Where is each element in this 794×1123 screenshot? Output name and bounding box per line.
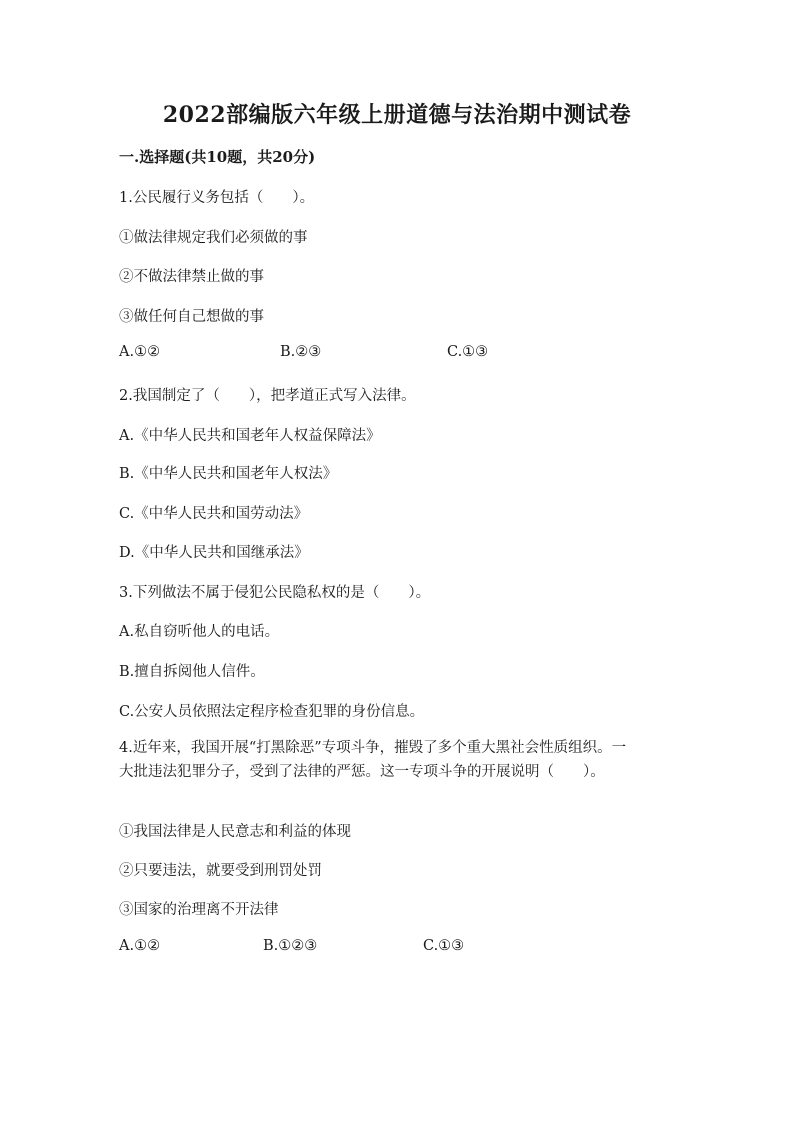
question-4-statement-2: ②只要违法，就要受到刑罚处罚	[119, 863, 322, 879]
question-1-option-c: C.①③	[447, 344, 489, 360]
question-1-statement-2: ②不做法律禁止做的事	[119, 269, 264, 285]
question-4-statement-3: ③国家的治理离不开法律	[119, 902, 279, 918]
section-heading: 一.选择题(共10题，共20分)	[119, 148, 316, 166]
exam-title: 2022部编版六年级上册道德与法治期中测试卷	[162, 102, 632, 128]
question-1-option-a: A.①②	[119, 344, 161, 360]
question-2-stem: 2.我国制定了（ ），把孝道正式写入法律。	[119, 388, 416, 404]
question-4-statement-1: ①我国法律是人民意志和利益的体现	[119, 824, 351, 840]
question-4-stem: 4.近年来，我国开展“打黑除恶”专项斗争，摧毁了多个重大黑社会性质组织。一大批违法犯罪分子，受到了法律的严惩。这一专项斗争的开展说明（ ）。	[119, 740, 627, 780]
question-1-statement-1: ①做法律规定我们必须做的事	[119, 230, 308, 246]
question-1-statement-3: ③做任何自己想做的事	[119, 309, 264, 325]
question-1-stem: 1.公民履行义务包括（ ）。	[119, 190, 315, 206]
question-3-option-c: C.公安人员依照法定程序检查犯罪的身份信息。	[119, 704, 425, 720]
question-2-option-a: A.《中华人民共和国老年人权益保障法》	[119, 428, 381, 444]
question-2-option-c: C.《中华人民共和国劳动法》	[119, 506, 309, 522]
question-3-stem: 3.下列做法不属于侵犯公民隐私权的是（ ）。	[119, 585, 431, 601]
question-2-option-d: D.《中华人民共和国继承法》	[119, 545, 309, 561]
question-4-option-c: C.①③	[423, 938, 465, 954]
question-4-option-a: A.①②	[119, 938, 161, 954]
question-3-option-b: B.擅自拆阅他人信件。	[119, 664, 265, 680]
question-2-option-b: B.《中华人民共和国老年人权法》	[119, 466, 338, 482]
question-4-option-b: B.①②③	[263, 938, 318, 954]
question-1-option-b: B.②③	[280, 344, 322, 360]
question-3-option-a: A.私自窃听他人的电话。	[119, 624, 280, 640]
